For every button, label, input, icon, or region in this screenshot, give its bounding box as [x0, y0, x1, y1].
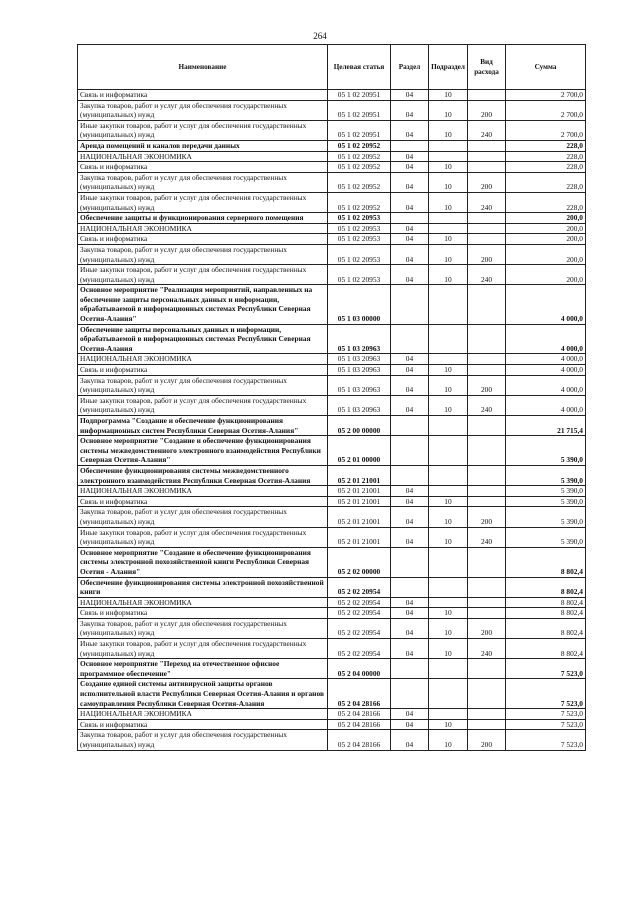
cell-target-code: 05 2 02 20954 [328, 597, 391, 608]
cell-subsection: 10 [429, 730, 468, 750]
cell-target-code: 05 1 02 20952 [328, 172, 391, 192]
cell-name: Создание единой системы антивирусной защиты органов исполнительной власти Республики Северная Осетия-Алания и органов самоуправления Республики Северная Осетия-Алания [78, 679, 328, 709]
cell-sum: 228,0 [506, 151, 586, 162]
budget-table [77, 44, 586, 751]
cell-target-code: 05 1 02 20951 [328, 120, 391, 140]
table-row [78, 244, 586, 264]
cell-expense-type: 240 [468, 265, 506, 285]
cell-sum: 7 523,0 [506, 679, 586, 709]
cell-section: 04 [391, 527, 429, 547]
cell-subsection: 10 [429, 192, 468, 212]
cell-sum: 200,0 [506, 265, 586, 285]
cell-subsection [429, 213, 468, 224]
cell-name: Связь и информатика [78, 365, 328, 376]
cell-expense-type: 200 [468, 375, 506, 395]
cell-subsection: 10 [429, 639, 468, 659]
cell-target-code: 05 2 01 21001 [328, 527, 391, 547]
cell-name: Связь и информатика [78, 608, 328, 619]
cell-subsection [429, 577, 468, 597]
cell-expense-type [468, 354, 506, 365]
cell-sum: 5 390,0 [506, 465, 586, 485]
cell-name: Закупка товаров, работ и услуг для обеспечения государственных (муниципальных) нужд [78, 244, 328, 264]
cell-expense-type: 240 [468, 527, 506, 547]
table-row [78, 659, 586, 679]
cell-target-code: 05 2 02 20954 [328, 639, 391, 659]
table-row [78, 140, 586, 151]
cell-section: 04 [391, 618, 429, 638]
cell-name: Иные закупки товаров, работ и услуг для обеспечения государственных (муниципальных) нужд [78, 120, 328, 140]
cell-name: Основное мероприятие "Реализация мероприятий, направленных на обеспечение защиты персональных данных и информации, обрабатываемой в информационных системах Республики Северная Осетия-Алания" [78, 285, 328, 324]
cell-name: НАЦИОНАЛЬНАЯ ЭКОНОМИКА [78, 223, 328, 234]
cell-target-code: 05 2 04 28166 [328, 679, 391, 709]
cell-target-code: 05 1 03 20963 [328, 365, 391, 376]
cell-subsection [429, 709, 468, 720]
cell-expense-type: 200 [468, 100, 506, 120]
cell-sum: 7 523,0 [506, 730, 586, 750]
table-row [78, 172, 586, 192]
cell-section: 04 [391, 486, 429, 497]
cell-sum: 4 000,0 [506, 354, 586, 365]
table-body [78, 90, 586, 751]
cell-target-code: 05 2 01 21001 [328, 465, 391, 485]
cell-sum: 5 390,0 [506, 527, 586, 547]
cell-sum: 7 523,0 [506, 719, 586, 730]
cell-sum: 200,0 [506, 234, 586, 245]
cell-sum: 4 000,0 [506, 365, 586, 376]
cell-expense-type [468, 140, 506, 151]
cell-section: 04 [391, 100, 429, 120]
cell-name: Закупка товаров, работ и услуг для обеспечения государственных (муниципальных) нужд [78, 507, 328, 527]
cell-target-code: 05 1 02 20952 [328, 140, 391, 151]
cell-target-code: 05 1 02 20953 [328, 244, 391, 264]
table-row [78, 679, 586, 709]
cell-target-code: 05 1 02 20953 [328, 234, 391, 245]
cell-subsection: 10 [429, 507, 468, 527]
table-row [78, 436, 586, 466]
cell-sum: 8 802,4 [506, 577, 586, 597]
cell-expense-type [468, 162, 506, 173]
cell-subsection [429, 547, 468, 577]
table-row [78, 719, 586, 730]
cell-expense-type: 200 [468, 244, 506, 264]
cell-target-code: 05 1 03 20963 [328, 375, 391, 395]
cell-expense-type [468, 365, 506, 376]
cell-name: Иные закупки товаров, работ и услуг для обеспечения государственных (муниципальных) нужд [78, 265, 328, 285]
cell-expense-type [468, 547, 506, 577]
cell-subsection: 10 [429, 608, 468, 619]
cell-name: Обеспечение защиты персональных данных и информации, обрабатываемой в информационных системах Республики Северная Осетия-Алания [78, 324, 328, 354]
table-row [78, 162, 586, 173]
cell-target-code: 05 1 02 20951 [328, 90, 391, 101]
cell-target-code: 05 2 04 28166 [328, 730, 391, 750]
cell-section: 04 [391, 608, 429, 619]
cell-expense-type [468, 285, 506, 324]
cell-section: 04 [391, 507, 429, 527]
table-row [78, 730, 586, 750]
cell-section [391, 436, 429, 466]
cell-sum: 228,0 [506, 172, 586, 192]
cell-target-code: 05 1 02 20953 [328, 223, 391, 234]
cell-sum: 8 802,4 [506, 547, 586, 577]
cell-sum: 4 000,0 [506, 375, 586, 395]
cell-section [391, 416, 429, 436]
cell-target-code: 05 1 02 20952 [328, 162, 391, 173]
cell-sum: 8 802,4 [506, 618, 586, 638]
cell-name: Основное мероприятие "Создание и обеспечение функционирования системы электронной похозяйственной книги Республики Северная Осетия - Алания" [78, 547, 328, 577]
cell-section: 04 [391, 375, 429, 395]
cell-expense-type [468, 223, 506, 234]
table-row [78, 608, 586, 619]
cell-target-code: 05 2 01 21001 [328, 486, 391, 497]
cell-target-code: 05 2 01 21001 [328, 496, 391, 507]
cell-sum: 8 802,4 [506, 639, 586, 659]
cell-target-code: 05 1 03 00000 [328, 285, 391, 324]
cell-target-code: 05 1 02 20952 [328, 192, 391, 212]
table-row [78, 223, 586, 234]
cell-sum: 8 802,4 [506, 608, 586, 619]
cell-section [391, 659, 429, 679]
table-header-row [78, 45, 586, 90]
cell-section: 04 [391, 265, 429, 285]
cell-sum: 5 390,0 [506, 507, 586, 527]
table-row [78, 709, 586, 720]
cell-expense-type [468, 151, 506, 162]
table-row [78, 639, 586, 659]
header-sum: Сумма [506, 45, 586, 90]
cell-subsection [429, 597, 468, 608]
cell-name: Подпрограмма "Создание и обеспечение функционирования информационных систем Республики Северная Осетия-Алания" [78, 416, 328, 436]
table-row [78, 507, 586, 527]
cell-section: 04 [391, 244, 429, 264]
cell-name: Основное мероприятие "Создание и обеспечение функционирования системы межведомственного электронного взаимодействия Республики Северная Осетия-Алания" [78, 436, 328, 466]
cell-name: Обеспечение функционирования системы межведомственного электронного взаимодействия Республики Северная Осетия-Алания [78, 465, 328, 485]
cell-expense-type [468, 659, 506, 679]
cell-subsection: 10 [429, 120, 468, 140]
cell-target-code: 05 2 04 28166 [328, 719, 391, 730]
cell-name: Закупка товаров, работ и услуг для обеспечения государственных (муниципальных) нужд [78, 730, 328, 750]
cell-section: 04 [391, 162, 429, 173]
cell-subsection [429, 436, 468, 466]
cell-subsection: 10 [429, 162, 468, 173]
cell-subsection [429, 416, 468, 436]
cell-target-code: 05 2 02 20954 [328, 577, 391, 597]
cell-section: 04 [391, 223, 429, 234]
header-subsection: Подраздел [429, 45, 468, 90]
cell-expense-type [468, 234, 506, 245]
cell-target-code: 05 2 01 00000 [328, 436, 391, 466]
table-row [78, 395, 586, 415]
cell-target-code: 05 1 03 20963 [328, 324, 391, 354]
cell-target-code: 05 2 02 20954 [328, 608, 391, 619]
cell-expense-type [468, 496, 506, 507]
cell-section: 04 [391, 90, 429, 101]
cell-section [391, 213, 429, 224]
table-row [78, 527, 586, 547]
cell-subsection [429, 679, 468, 709]
cell-expense-type [468, 90, 506, 101]
cell-subsection [429, 465, 468, 485]
table-row [78, 213, 586, 224]
cell-sum: 200,0 [506, 223, 586, 234]
cell-target-code: 05 2 02 20954 [328, 618, 391, 638]
cell-expense-type: 240 [468, 120, 506, 140]
table-row [78, 375, 586, 395]
cell-subsection [429, 486, 468, 497]
cell-section [391, 140, 429, 151]
cell-name: Иные закупки товаров, работ и услуг для обеспечения государственных (муниципальных) нужд [78, 639, 328, 659]
cell-section: 04 [391, 354, 429, 365]
cell-subsection [429, 151, 468, 162]
cell-sum: 2 700,0 [506, 90, 586, 101]
cell-expense-type [468, 709, 506, 720]
cell-name: Связь и информатика [78, 719, 328, 730]
cell-sum: 5 390,0 [506, 496, 586, 507]
cell-name: Связь и информатика [78, 162, 328, 173]
cell-name: Иные закупки товаров, работ и услуг для обеспечения государственных (муниципальных) нужд [78, 395, 328, 415]
cell-subsection: 10 [429, 395, 468, 415]
cell-sum: 228,0 [506, 140, 586, 151]
cell-target-code: 05 1 02 20951 [328, 100, 391, 120]
cell-subsection: 10 [429, 527, 468, 547]
cell-name: Закупка товаров, работ и услуг для обеспечения государственных (муниципальных) нужд [78, 618, 328, 638]
cell-subsection [429, 285, 468, 324]
table-row [78, 285, 586, 324]
table-row [78, 120, 586, 140]
cell-expense-type: 240 [468, 192, 506, 212]
cell-section [391, 679, 429, 709]
cell-subsection: 10 [429, 265, 468, 285]
table-row [78, 365, 586, 376]
table-row [78, 151, 586, 162]
table-row [78, 618, 586, 638]
header-expense-type: Вид расхода [468, 45, 506, 90]
header-section: Раздел [391, 45, 429, 90]
cell-target-code: 05 2 04 00000 [328, 659, 391, 679]
cell-expense-type [468, 416, 506, 436]
cell-expense-type [468, 436, 506, 466]
table-row [78, 354, 586, 365]
cell-target-code: 05 1 02 20953 [328, 265, 391, 285]
cell-section: 04 [391, 496, 429, 507]
cell-sum: 228,0 [506, 162, 586, 173]
cell-section: 04 [391, 151, 429, 162]
cell-expense-type [468, 597, 506, 608]
cell-subsection: 10 [429, 90, 468, 101]
cell-sum: 7 523,0 [506, 659, 586, 679]
cell-expense-type: 200 [468, 618, 506, 638]
cell-name: Иные закупки товаров, работ и услуг для обеспечения государственных (муниципальных) нужд [78, 527, 328, 547]
cell-name: Связь и информатика [78, 90, 328, 101]
cell-name: Аренда помещений и каналов передачи данных [78, 140, 328, 151]
cell-section: 04 [391, 395, 429, 415]
cell-expense-type [468, 719, 506, 730]
cell-sum: 8 802,4 [506, 597, 586, 608]
cell-subsection: 10 [429, 100, 468, 120]
cell-name: НАЦИОНАЛЬНАЯ ЭКОНОМИКА [78, 354, 328, 365]
cell-name: Связь и информатика [78, 234, 328, 245]
cell-subsection: 10 [429, 719, 468, 730]
cell-expense-type [468, 577, 506, 597]
cell-name: НАЦИОНАЛЬНАЯ ЭКОНОМИКА [78, 709, 328, 720]
cell-section: 04 [391, 120, 429, 140]
cell-target-code: 05 1 02 20953 [328, 213, 391, 224]
cell-section: 04 [391, 234, 429, 245]
cell-expense-type: 200 [468, 730, 506, 750]
cell-sum: 5 390,0 [506, 436, 586, 466]
cell-name: Иные закупки товаров, работ и услуг для обеспечения государственных (муниципальных) нужд [78, 192, 328, 212]
cell-name: Закупка товаров, работ и услуг для обеспечения государственных (муниципальных) нужд [78, 100, 328, 120]
cell-target-code: 05 1 02 20952 [328, 151, 391, 162]
header-code: Целевая статья [328, 45, 391, 90]
cell-section: 04 [391, 639, 429, 659]
cell-subsection: 10 [429, 244, 468, 264]
cell-expense-type: 200 [468, 507, 506, 527]
table-row [78, 465, 586, 485]
cell-sum: 4 000,0 [506, 285, 586, 324]
cell-section: 04 [391, 597, 429, 608]
cell-subsection: 10 [429, 618, 468, 638]
table-row [78, 486, 586, 497]
cell-sum: 2 700,0 [506, 120, 586, 140]
cell-subsection [429, 354, 468, 365]
cell-target-code: 05 1 03 20963 [328, 395, 391, 415]
cell-section: 04 [391, 172, 429, 192]
cell-expense-type [468, 679, 506, 709]
cell-target-code: 05 1 03 20963 [328, 354, 391, 365]
cell-target-code: 05 2 01 21001 [328, 507, 391, 527]
cell-sum: 4 000,0 [506, 324, 586, 354]
cell-section [391, 547, 429, 577]
cell-name: Закупка товаров, работ и услуг для обеспечения государственных (муниципальных) нужд [78, 172, 328, 192]
cell-sum: 200,0 [506, 213, 586, 224]
cell-subsection: 10 [429, 375, 468, 395]
cell-target-code: 05 2 00 00000 [328, 416, 391, 436]
cell-expense-type [468, 486, 506, 497]
cell-section: 04 [391, 709, 429, 720]
cell-subsection: 10 [429, 496, 468, 507]
cell-name: Основное мероприятие "Переход на отечественное офисное программное обеспечение" [78, 659, 328, 679]
cell-name: Связь и информатика [78, 496, 328, 507]
cell-section: 04 [391, 719, 429, 730]
cell-section [391, 577, 429, 597]
table-row [78, 234, 586, 245]
cell-name: НАЦИОНАЛЬНАЯ ЭКОНОМИКА [78, 486, 328, 497]
table-row [78, 547, 586, 577]
page-number: 264 [313, 31, 327, 41]
cell-subsection: 10 [429, 234, 468, 245]
cell-target-code: 05 2 04 28166 [328, 709, 391, 720]
cell-section: 04 [391, 365, 429, 376]
cell-subsection [429, 140, 468, 151]
table-row [78, 577, 586, 597]
cell-sum: 21 715,4 [506, 416, 586, 436]
cell-section: 04 [391, 192, 429, 212]
cell-expense-type: 240 [468, 639, 506, 659]
cell-expense-type [468, 465, 506, 485]
cell-subsection [429, 223, 468, 234]
cell-section [391, 465, 429, 485]
cell-name: Обеспечение защиты и функционирования серверного помещения [78, 213, 328, 224]
table-row [78, 416, 586, 436]
cell-expense-type [468, 213, 506, 224]
table-row [78, 324, 586, 354]
cell-subsection: 10 [429, 365, 468, 376]
cell-sum: 228,0 [506, 192, 586, 212]
header-name: Наименование [78, 45, 328, 90]
table-row [78, 265, 586, 285]
cell-subsection [429, 324, 468, 354]
cell-section: 04 [391, 730, 429, 750]
cell-name: Закупка товаров, работ и услуг для обеспечения государственных (муниципальных) нужд [78, 375, 328, 395]
cell-sum: 4 000,0 [506, 395, 586, 415]
cell-subsection [429, 659, 468, 679]
cell-section [391, 324, 429, 354]
cell-target-code: 05 2 02 00000 [328, 547, 391, 577]
table-row [78, 192, 586, 212]
cell-sum: 200,0 [506, 244, 586, 264]
table-row [78, 90, 586, 101]
cell-expense-type [468, 608, 506, 619]
cell-subsection: 10 [429, 172, 468, 192]
cell-sum: 2 700,0 [506, 100, 586, 120]
table-row [78, 100, 586, 120]
cell-expense-type [468, 324, 506, 354]
cell-sum: 7 523,0 [506, 709, 586, 720]
cell-section [391, 285, 429, 324]
cell-name: Обеспечение функционирования системы электронной похозяйственной книги [78, 577, 328, 597]
cell-name: НАЦИОНАЛЬНАЯ ЭКОНОМИКА [78, 151, 328, 162]
cell-sum: 5 390,0 [506, 486, 586, 497]
cell-name: НАЦИОНАЛЬНАЯ ЭКОНОМИКА [78, 597, 328, 608]
table-row [78, 496, 586, 507]
cell-expense-type: 240 [468, 395, 506, 415]
table-row [78, 597, 586, 608]
cell-expense-type: 200 [468, 172, 506, 192]
